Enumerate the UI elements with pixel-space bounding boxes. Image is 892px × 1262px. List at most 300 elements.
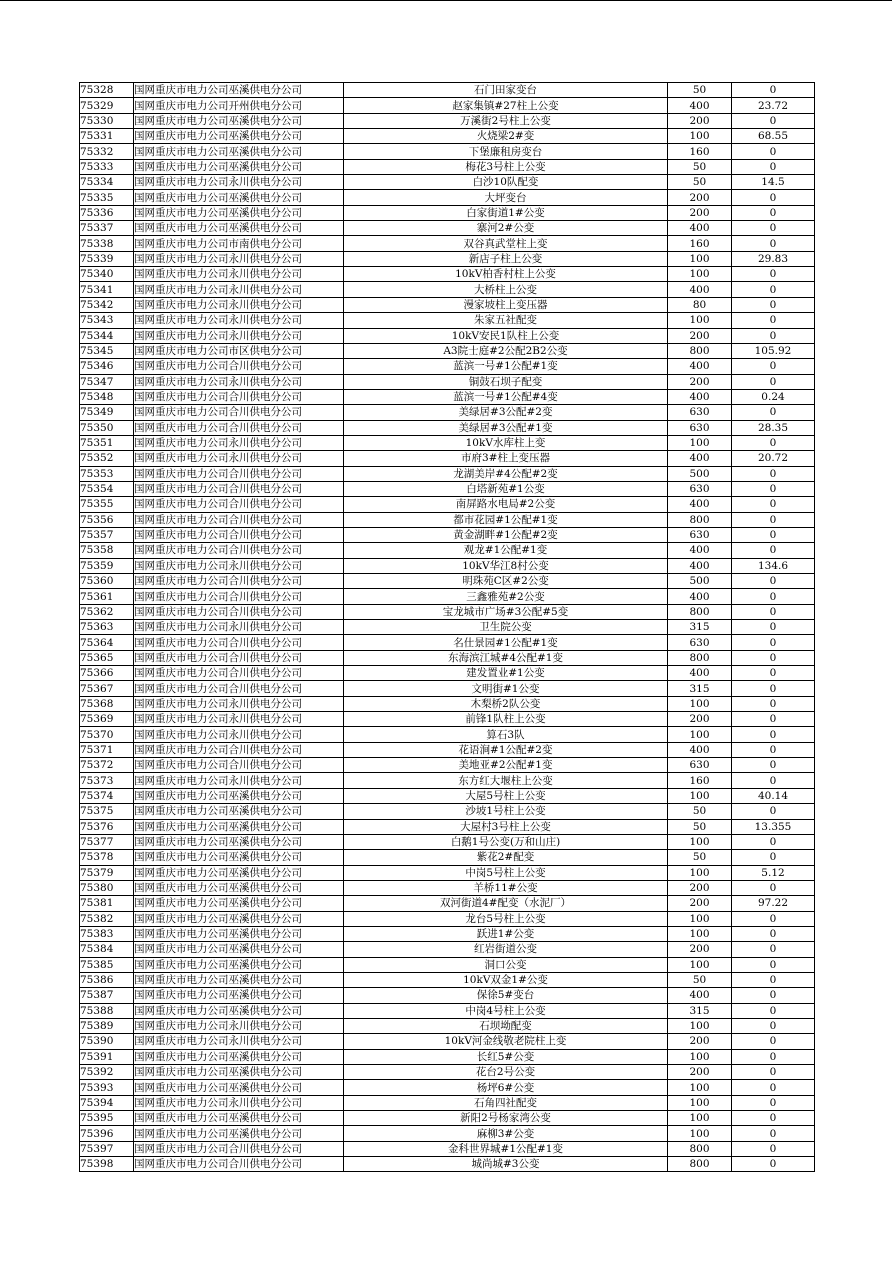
transformer-name-cell: 花台2号公变: [344, 1065, 668, 1080]
value-cell: 0: [732, 666, 815, 681]
row-id-cell: 75398: [80, 1157, 134, 1172]
capacity-cell: 630: [668, 527, 732, 542]
table-row: [80, 527, 815, 542]
table-row: [80, 834, 815, 849]
value-cell: 0: [732, 834, 815, 849]
row-id-cell: 75368: [80, 696, 134, 711]
company-cell: 国网重庆市电力公司永川供电分公司: [134, 435, 344, 450]
row-id-cell: 75350: [80, 420, 134, 435]
transformer-name-cell: 白鹅1号公变(万和山庄): [344, 834, 668, 849]
value-cell: 0: [732, 942, 815, 957]
company-cell: 国网重庆市电力公司巫溪供电分公司: [134, 911, 344, 926]
row-id-cell: 75356: [80, 512, 134, 527]
value-cell: 0: [732, 911, 815, 926]
company-cell: 国网重庆市电力公司巫溪供电分公司: [134, 159, 344, 174]
capacity-cell: 100: [668, 834, 732, 849]
row-id-cell: 75345: [80, 343, 134, 358]
table-row: [80, 819, 815, 834]
capacity-cell: 500: [668, 466, 732, 481]
capacity-cell: 315: [668, 681, 732, 696]
company-cell: 国网重庆市电力公司合川供电分公司: [134, 543, 344, 558]
transformer-name-cell: 双谷真武堂柱上变: [344, 236, 668, 251]
capacity-cell: 800: [668, 1141, 732, 1156]
value-cell: 0: [732, 1080, 815, 1095]
row-id-cell: 75351: [80, 435, 134, 450]
value-cell: 0: [732, 681, 815, 696]
table-row: [80, 880, 815, 895]
capacity-cell: 630: [668, 635, 732, 650]
transformer-name-cell: 铜鼓石坝子配变: [344, 374, 668, 389]
company-cell: 国网重庆市电力公司巫溪供电分公司: [134, 788, 344, 803]
transformer-name-cell: 白塔新苑#1公变: [344, 481, 668, 496]
table-row: [80, 451, 815, 466]
value-cell: 0: [732, 926, 815, 941]
value-cell: 0: [732, 988, 815, 1003]
value-cell: 0: [732, 1003, 815, 1018]
row-id-cell: 75362: [80, 604, 134, 619]
table-row: [80, 681, 815, 696]
table-row: [80, 712, 815, 727]
transformer-name-cell: 10kV双金1#公变: [344, 972, 668, 987]
value-cell: 0: [732, 328, 815, 343]
row-id-cell: 75388: [80, 1003, 134, 1018]
value-cell: 0: [732, 1095, 815, 1110]
capacity-cell: 50: [668, 972, 732, 987]
capacity-cell: 400: [668, 282, 732, 297]
company-cell: 国网重庆市电力公司巫溪供电分公司: [134, 129, 344, 144]
company-cell: 国网重庆市电力公司合川供电分公司: [134, 1157, 344, 1172]
table-row: [80, 205, 815, 220]
value-cell: 14.5: [732, 175, 815, 190]
capacity-cell: 50: [668, 175, 732, 190]
capacity-cell: 100: [668, 313, 732, 328]
capacity-cell: 200: [668, 113, 732, 128]
capacity-cell: 50: [668, 819, 732, 834]
row-id-cell: 75335: [80, 190, 134, 205]
value-cell: 13.355: [732, 819, 815, 834]
transformer-name-cell: 蓝滨一号#1公配#1变: [344, 359, 668, 374]
company-cell: 国网重庆市电力公司永川供电分公司: [134, 297, 344, 312]
table-row: [80, 1049, 815, 1064]
value-cell: 0: [732, 712, 815, 727]
company-cell: 国网重庆市电力公司合川供电分公司: [134, 420, 344, 435]
transformer-name-cell: A3院士庭#2公配2B2公变: [344, 343, 668, 358]
capacity-cell: 400: [668, 666, 732, 681]
transformer-name-cell: 花语涧#1公配#2变: [344, 742, 668, 757]
company-cell: 国网重庆市电力公司巫溪供电分公司: [134, 113, 344, 128]
row-id-cell: 75369: [80, 712, 134, 727]
table-row: [80, 1034, 815, 1049]
table-row: [80, 236, 815, 251]
company-cell: 国网重庆市电力公司永川供电分公司: [134, 773, 344, 788]
capacity-cell: 315: [668, 620, 732, 635]
row-id-cell: 75385: [80, 957, 134, 972]
value-cell: 0: [732, 650, 815, 665]
table-row: [80, 144, 815, 159]
table-row: [80, 98, 815, 113]
company-cell: 国网重庆市电力公司永川供电分公司: [134, 696, 344, 711]
transformer-name-cell: 观龙#1公配#1变: [344, 543, 668, 558]
row-id-cell: 75396: [80, 1126, 134, 1141]
value-cell: 0: [732, 497, 815, 512]
company-cell: 国网重庆市电力公司合川供电分公司: [134, 635, 344, 650]
transformer-name-cell: 大坪变台: [344, 190, 668, 205]
row-id-cell: 75344: [80, 328, 134, 343]
value-cell: 0: [732, 113, 815, 128]
table-row: [80, 1095, 815, 1110]
transformer-name-cell: 洞口公变: [344, 957, 668, 972]
capacity-cell: 400: [668, 221, 732, 236]
table-row: [80, 267, 815, 282]
table-row: [80, 328, 815, 343]
value-cell: 0: [732, 435, 815, 450]
value-cell: 68.55: [732, 129, 815, 144]
row-id-cell: 75334: [80, 175, 134, 190]
company-cell: 国网重庆市电力公司永川供电分公司: [134, 727, 344, 742]
row-id-cell: 75352: [80, 451, 134, 466]
transformer-name-cell: 文明街#1公变: [344, 681, 668, 696]
value-cell: 0: [732, 466, 815, 481]
table-row: [80, 988, 815, 1003]
value-cell: 0: [732, 589, 815, 604]
company-cell: 国网重庆市电力公司合川供电分公司: [134, 527, 344, 542]
transformer-name-cell: 保徐5#变台: [344, 988, 668, 1003]
transformer-name-cell: 前锋1队柱上公变: [344, 712, 668, 727]
table-row: [80, 926, 815, 941]
company-cell: 国网重庆市电力公司永川供电分公司: [134, 282, 344, 297]
capacity-cell: 100: [668, 1111, 732, 1126]
value-cell: 0: [732, 758, 815, 773]
row-id-cell: 75333: [80, 159, 134, 174]
row-id-cell: 75378: [80, 850, 134, 865]
value-cell: 0: [732, 1065, 815, 1080]
table-row: [80, 696, 815, 711]
capacity-cell: 400: [668, 742, 732, 757]
company-cell: 国网重庆市电力公司永川供电分公司: [134, 1095, 344, 1110]
row-id-cell: 75338: [80, 236, 134, 251]
row-id-cell: 75373: [80, 773, 134, 788]
table-row: [80, 972, 815, 987]
transformer-name-cell: 万溪街2号柱上公变: [344, 113, 668, 128]
capacity-cell: 800: [668, 343, 732, 358]
capacity-cell: 100: [668, 267, 732, 282]
table-row: [80, 850, 815, 865]
capacity-cell: 200: [668, 896, 732, 911]
capacity-cell: 50: [668, 159, 732, 174]
company-cell: 国网重庆市电力公司巫溪供电分公司: [134, 880, 344, 895]
transformer-name-cell: 新阳2号杨家湾公变: [344, 1111, 668, 1126]
value-cell: 0: [732, 313, 815, 328]
transformer-name-cell: 10kV河金线敬老院柱上变: [344, 1034, 668, 1049]
row-id-cell: 75376: [80, 819, 134, 834]
row-id-cell: 75380: [80, 880, 134, 895]
row-id-cell: 75341: [80, 282, 134, 297]
transformer-name-cell: 下堡廉租房变台: [344, 144, 668, 159]
transformer-name-cell: 跃进1#公变: [344, 926, 668, 941]
value-cell: 0: [732, 1141, 815, 1156]
capacity-cell: 630: [668, 405, 732, 420]
table-row: [80, 1157, 815, 1172]
transformer-name-cell: 紫花2#配变: [344, 850, 668, 865]
transformer-name-cell: 火烧梁2#变: [344, 129, 668, 144]
table-row: [80, 911, 815, 926]
capacity-cell: 200: [668, 942, 732, 957]
transformer-name-cell: 卫生院公变: [344, 620, 668, 635]
table-row: [80, 1111, 815, 1126]
table-row: [80, 788, 815, 803]
transformer-name-cell: 大屋村3号柱上公变: [344, 819, 668, 834]
transformer-name-cell: 大屋5号柱上公变: [344, 788, 668, 803]
row-id-cell: 75366: [80, 666, 134, 681]
company-cell: 国网重庆市电力公司合川供电分公司: [134, 589, 344, 604]
company-cell: 国网重庆市电力公司永川供电分公司: [134, 374, 344, 389]
table-row: [80, 896, 815, 911]
capacity-cell: 400: [668, 543, 732, 558]
value-cell: 23.72: [732, 98, 815, 113]
row-id-cell: 75330: [80, 113, 134, 128]
transformer-name-cell: 石坝坳配变: [344, 1018, 668, 1033]
company-cell: 国网重庆市电力公司合川供电分公司: [134, 512, 344, 527]
transformer-name-cell: 中岗4号柱上公变: [344, 1003, 668, 1018]
table-row: [80, 574, 815, 589]
transformer-name-cell: 沙坡1号柱上公变: [344, 804, 668, 819]
transformer-name-cell: 新店子柱上公变: [344, 251, 668, 266]
row-id-cell: 75375: [80, 804, 134, 819]
value-cell: 0: [732, 1018, 815, 1033]
value-cell: 0: [732, 1126, 815, 1141]
row-id-cell: 75390: [80, 1034, 134, 1049]
capacity-cell: 100: [668, 911, 732, 926]
value-cell: 0: [732, 1049, 815, 1064]
table-row: [80, 389, 815, 404]
row-id-cell: 75393: [80, 1080, 134, 1095]
table-row: [80, 129, 815, 144]
transformer-name-cell: 白家街道1#公变: [344, 205, 668, 220]
capacity-cell: 400: [668, 589, 732, 604]
table-row: [80, 343, 815, 358]
transformer-name-cell: 名仕景园#1公配#1变: [344, 635, 668, 650]
company-cell: 国网重庆市电力公司合川供电分公司: [134, 481, 344, 496]
company-cell: 国网重庆市电力公司永川供电分公司: [134, 451, 344, 466]
company-cell: 国网重庆市电力公司永川供电分公司: [134, 175, 344, 190]
value-cell: 5.12: [732, 865, 815, 880]
capacity-cell: 100: [668, 957, 732, 972]
table-row: [80, 83, 815, 98]
value-cell: 0: [732, 620, 815, 635]
company-cell: 国网重庆市电力公司合川供电分公司: [134, 1141, 344, 1156]
transformer-name-cell: 杨坪6#公变: [344, 1080, 668, 1095]
capacity-cell: 200: [668, 1065, 732, 1080]
transformer-name-cell: 10kV华江8村公变: [344, 558, 668, 573]
value-cell: 29.83: [732, 251, 815, 266]
row-id-cell: 75374: [80, 788, 134, 803]
row-id-cell: 75383: [80, 926, 134, 941]
table-row: [80, 1080, 815, 1095]
row-id-cell: 75364: [80, 635, 134, 650]
company-cell: 国网重庆市电力公司巫溪供电分公司: [134, 834, 344, 849]
capacity-cell: 100: [668, 926, 732, 941]
capacity-cell: 400: [668, 497, 732, 512]
table-row: [80, 159, 815, 174]
value-cell: 0: [732, 543, 815, 558]
table-row: [80, 282, 815, 297]
row-id-cell: 75394: [80, 1095, 134, 1110]
table-row: [80, 804, 815, 819]
transformer-name-cell: 都市花园#1公配#1变: [344, 512, 668, 527]
company-cell: 国网重庆市电力公司巫溪供电分公司: [134, 957, 344, 972]
company-cell: 国网重庆市电力公司市区供电分公司: [134, 343, 344, 358]
value-cell: 0: [732, 850, 815, 865]
value-cell: 0: [732, 221, 815, 236]
value-cell: 40.14: [732, 788, 815, 803]
company-cell: 国网重庆市电力公司永川供电分公司: [134, 267, 344, 282]
capacity-cell: 100: [668, 1049, 732, 1064]
value-cell: 0: [732, 282, 815, 297]
company-cell: 国网重庆市电力公司巫溪供电分公司: [134, 144, 344, 159]
row-id-cell: 75361: [80, 589, 134, 604]
table-row: [80, 1126, 815, 1141]
transformer-name-cell: 美地亚#2公配#1变: [344, 758, 668, 773]
table-row: [80, 359, 815, 374]
table-row: [80, 1065, 815, 1080]
table-row: [80, 1018, 815, 1033]
transformer-name-cell: 美绿居#3公配#2变: [344, 405, 668, 420]
company-cell: 国网重庆市电力公司巫溪供电分公司: [134, 896, 344, 911]
transformer-name-cell: 白沙10队配变: [344, 175, 668, 190]
value-cell: 134.6: [732, 558, 815, 573]
table-row: [80, 543, 815, 558]
capacity-cell: 100: [668, 1018, 732, 1033]
table-row: [80, 957, 815, 972]
capacity-cell: 400: [668, 451, 732, 466]
transformer-table-body: [80, 83, 815, 1172]
transformer-name-cell: 10kV水库柱上变: [344, 435, 668, 450]
transformer-name-cell: 宝龙城市广场#3公配#5变: [344, 604, 668, 619]
company-cell: 国网重庆市电力公司巫溪供电分公司: [134, 942, 344, 957]
capacity-cell: 160: [668, 144, 732, 159]
capacity-cell: 100: [668, 1095, 732, 1110]
capacity-cell: 630: [668, 758, 732, 773]
company-cell: 国网重庆市电力公司巫溪供电分公司: [134, 850, 344, 865]
company-cell: 国网重庆市电力公司永川供电分公司: [134, 251, 344, 266]
row-id-cell: 75348: [80, 389, 134, 404]
company-cell: 国网重庆市电力公司巫溪供电分公司: [134, 205, 344, 220]
value-cell: 0: [732, 512, 815, 527]
row-id-cell: 75336: [80, 205, 134, 220]
transformer-name-cell: 木梨桥2队公变: [344, 696, 668, 711]
company-cell: 国网重庆市电力公司市南供电分公司: [134, 236, 344, 251]
transformer-name-cell: 中岗5号柱上公变: [344, 865, 668, 880]
capacity-cell: 160: [668, 773, 732, 788]
row-id-cell: 75358: [80, 543, 134, 558]
value-cell: 97.22: [732, 896, 815, 911]
company-cell: 国网重庆市电力公司巫溪供电分公司: [134, 1049, 344, 1064]
company-cell: 国网重庆市电力公司合川供电分公司: [134, 650, 344, 665]
capacity-cell: 500: [668, 574, 732, 589]
value-cell: 0: [732, 236, 815, 251]
company-cell: 国网重庆市电力公司巫溪供电分公司: [134, 865, 344, 880]
transformer-name-cell: 建发置业#1公变: [344, 666, 668, 681]
company-cell: 国网重庆市电力公司合川供电分公司: [134, 359, 344, 374]
transformer-name-cell: 长红5#公变: [344, 1049, 668, 1064]
capacity-cell: 200: [668, 190, 732, 205]
company-cell: 国网重庆市电力公司巫溪供电分公司: [134, 221, 344, 236]
row-id-cell: 75337: [80, 221, 134, 236]
company-cell: 国网重庆市电力公司巫溪供电分公司: [134, 972, 344, 987]
company-cell: 国网重庆市电力公司合川供电分公司: [134, 466, 344, 481]
value-cell: 0: [732, 359, 815, 374]
transformer-name-cell: 南屏路水电局#2公变: [344, 497, 668, 512]
row-id-cell: 75360: [80, 574, 134, 589]
capacity-cell: 100: [668, 727, 732, 742]
table-row: [80, 727, 815, 742]
table-row: [80, 635, 815, 650]
company-cell: 国网重庆市电力公司巫溪供电分公司: [134, 819, 344, 834]
capacity-cell: 200: [668, 1034, 732, 1049]
company-cell: 国网重庆市电力公司永川供电分公司: [134, 328, 344, 343]
company-cell: 国网重庆市电力公司合川供电分公司: [134, 604, 344, 619]
company-cell: 国网重庆市电力公司巫溪供电分公司: [134, 988, 344, 1003]
transformer-name-cell: 市府3#柱上变压器: [344, 451, 668, 466]
company-cell: 国网重庆市电力公司巫溪供电分公司: [134, 926, 344, 941]
row-id-cell: 75340: [80, 267, 134, 282]
transformer-name-cell: 算石3队: [344, 727, 668, 742]
capacity-cell: 800: [668, 1157, 732, 1172]
value-cell: 0: [732, 267, 815, 282]
company-cell: 国网重庆市电力公司永川供电分公司: [134, 1018, 344, 1033]
table-row: [80, 481, 815, 496]
capacity-cell: 800: [668, 650, 732, 665]
transformer-name-cell: 双河街道4#配变（水泥厂）: [344, 896, 668, 911]
row-id-cell: 75354: [80, 481, 134, 496]
capacity-cell: 200: [668, 880, 732, 895]
page-top-rule: [0, 0, 892, 1]
row-id-cell: 75343: [80, 313, 134, 328]
company-cell: 国网重庆市电力公司合川供电分公司: [134, 666, 344, 681]
table-row: [80, 113, 815, 128]
row-id-cell: 75339: [80, 251, 134, 266]
transformer-name-cell: 10kV柏香村柱上公变: [344, 267, 668, 282]
value-cell: 0: [732, 957, 815, 972]
table-row: [80, 773, 815, 788]
row-id-cell: 75389: [80, 1018, 134, 1033]
transformer-name-cell: 红岩街道公变: [344, 942, 668, 957]
table-row: [80, 297, 815, 312]
value-cell: 0: [732, 804, 815, 819]
row-id-cell: 75397: [80, 1141, 134, 1156]
capacity-cell: 315: [668, 1003, 732, 1018]
table-row: [80, 650, 815, 665]
table-row: [80, 1003, 815, 1018]
capacity-cell: 800: [668, 512, 732, 527]
company-cell: 国网重庆市电力公司永川供电分公司: [134, 313, 344, 328]
row-id-cell: 75355: [80, 497, 134, 512]
value-cell: 20.72: [732, 451, 815, 466]
capacity-cell: 100: [668, 1126, 732, 1141]
company-cell: 国网重庆市电力公司合川供电分公司: [134, 574, 344, 589]
transformer-name-cell: 三鑫雅苑#2公变: [344, 589, 668, 604]
value-cell: 0: [732, 880, 815, 895]
table-row: [80, 405, 815, 420]
value-cell: 105.92: [732, 343, 815, 358]
row-id-cell: 75347: [80, 374, 134, 389]
row-id-cell: 75332: [80, 144, 134, 159]
row-id-cell: 75370: [80, 727, 134, 742]
row-id-cell: 75365: [80, 650, 134, 665]
table-row: [80, 512, 815, 527]
row-id-cell: 75342: [80, 297, 134, 312]
value-cell: 0: [732, 604, 815, 619]
